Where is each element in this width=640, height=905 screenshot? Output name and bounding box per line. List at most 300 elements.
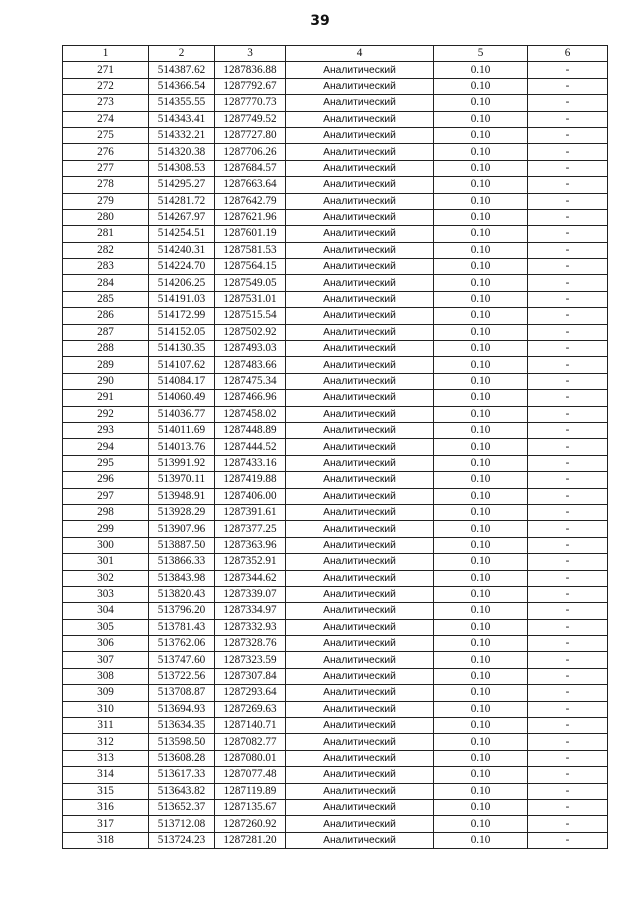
accuracy-cell: 0.10 xyxy=(434,193,528,209)
note-cell: - xyxy=(528,521,608,537)
y-coordinate-cell: 1287792.67 xyxy=(215,78,286,94)
method-cell: Аналитический xyxy=(286,226,434,242)
note-cell: - xyxy=(528,291,608,307)
accuracy-cell: 0.10 xyxy=(434,816,528,832)
note-cell: - xyxy=(528,685,608,701)
method-cell: Аналитический xyxy=(286,570,434,586)
note-cell: - xyxy=(528,226,608,242)
x-coordinate-cell: 514254.51 xyxy=(149,226,215,242)
method-cell: Аналитический xyxy=(286,78,434,94)
accuracy-cell: 0.10 xyxy=(434,406,528,422)
y-coordinate-cell: 1287119.89 xyxy=(215,783,286,799)
method-cell: Аналитический xyxy=(286,111,434,127)
table-row xyxy=(63,209,608,225)
note-cell: - xyxy=(528,603,608,619)
accuracy-cell: 0.10 xyxy=(434,259,528,275)
method-cell: Аналитический xyxy=(286,62,434,78)
x-coordinate-cell: 514281.72 xyxy=(149,193,215,209)
accuracy-cell: 0.10 xyxy=(434,439,528,455)
table-row xyxy=(63,242,608,258)
note-cell: - xyxy=(528,750,608,766)
column-header: 3 xyxy=(215,46,286,62)
table-row xyxy=(63,144,608,160)
point-number-cell: 275 xyxy=(63,127,149,143)
accuracy-cell: 0.10 xyxy=(434,603,528,619)
y-coordinate-cell: 1287466.96 xyxy=(215,390,286,406)
note-cell: - xyxy=(528,455,608,471)
x-coordinate-cell: 513843.98 xyxy=(149,570,215,586)
accuracy-cell: 0.10 xyxy=(434,636,528,652)
table-row xyxy=(63,537,608,553)
x-coordinate-cell: 513643.82 xyxy=(149,783,215,799)
note-cell: - xyxy=(528,816,608,832)
note-cell: - xyxy=(528,783,608,799)
note-cell: - xyxy=(528,308,608,324)
note-cell: - xyxy=(528,619,608,635)
accuracy-cell: 0.10 xyxy=(434,586,528,602)
point-number-cell: 295 xyxy=(63,455,149,471)
accuracy-cell: 0.10 xyxy=(434,799,528,815)
note-cell: - xyxy=(528,62,608,78)
note-cell: - xyxy=(528,177,608,193)
point-number-cell: 288 xyxy=(63,341,149,357)
x-coordinate-cell: 513887.50 xyxy=(149,537,215,553)
x-coordinate-cell: 514011.69 xyxy=(149,422,215,438)
accuracy-cell: 0.10 xyxy=(434,750,528,766)
method-cell: Аналитический xyxy=(286,406,434,422)
x-coordinate-cell: 513928.29 xyxy=(149,504,215,520)
point-number-cell: 301 xyxy=(63,554,149,570)
accuracy-cell: 0.10 xyxy=(434,160,528,176)
y-coordinate-cell: 1287082.77 xyxy=(215,734,286,750)
point-number-cell: 305 xyxy=(63,619,149,635)
note-cell: - xyxy=(528,652,608,668)
accuracy-cell: 0.10 xyxy=(434,521,528,537)
note-cell: - xyxy=(528,439,608,455)
y-coordinate-cell: 1287363.96 xyxy=(215,537,286,553)
note-cell: - xyxy=(528,390,608,406)
table-row xyxy=(63,406,608,422)
note-cell: - xyxy=(528,767,608,783)
y-coordinate-cell: 1287684.57 xyxy=(215,160,286,176)
note-cell: - xyxy=(528,275,608,291)
table-row xyxy=(63,275,608,291)
note-cell: - xyxy=(528,537,608,553)
method-cell: Аналитический xyxy=(286,291,434,307)
y-coordinate-cell: 1287770.73 xyxy=(215,95,286,111)
x-coordinate-cell: 514191.03 xyxy=(149,291,215,307)
y-coordinate-cell: 1287475.34 xyxy=(215,373,286,389)
accuracy-cell: 0.10 xyxy=(434,570,528,586)
method-cell: Аналитический xyxy=(286,636,434,652)
note-cell: - xyxy=(528,472,608,488)
y-coordinate-cell: 1287140.71 xyxy=(215,718,286,734)
accuracy-cell: 0.10 xyxy=(434,357,528,373)
y-coordinate-cell: 1287564.15 xyxy=(215,259,286,275)
x-coordinate-cell: 514060.49 xyxy=(149,390,215,406)
table-row xyxy=(63,521,608,537)
x-coordinate-cell: 513796.20 xyxy=(149,603,215,619)
method-cell: Аналитический xyxy=(286,472,434,488)
table-row xyxy=(63,504,608,520)
y-coordinate-cell: 1287334.97 xyxy=(215,603,286,619)
y-coordinate-cell: 1287323.59 xyxy=(215,652,286,668)
method-cell: Аналитический xyxy=(286,422,434,438)
y-coordinate-cell: 1287080.01 xyxy=(215,750,286,766)
accuracy-cell: 0.10 xyxy=(434,455,528,471)
accuracy-cell: 0.10 xyxy=(434,127,528,143)
table-row xyxy=(63,324,608,340)
point-number-cell: 298 xyxy=(63,504,149,520)
x-coordinate-cell: 513608.28 xyxy=(149,750,215,766)
x-coordinate-cell: 514295.27 xyxy=(149,177,215,193)
x-coordinate-cell: 513722.56 xyxy=(149,668,215,684)
table-row xyxy=(63,62,608,78)
method-cell: Аналитический xyxy=(286,160,434,176)
point-number-cell: 297 xyxy=(63,488,149,504)
point-number-cell: 284 xyxy=(63,275,149,291)
accuracy-cell: 0.10 xyxy=(434,324,528,340)
table-row xyxy=(63,390,608,406)
method-cell: Аналитический xyxy=(286,767,434,783)
x-coordinate-cell: 514387.62 xyxy=(149,62,215,78)
x-coordinate-cell: 514036.77 xyxy=(149,406,215,422)
method-cell: Аналитический xyxy=(286,308,434,324)
point-number-cell: 274 xyxy=(63,111,149,127)
method-cell: Аналитический xyxy=(286,554,434,570)
x-coordinate-cell: 514206.25 xyxy=(149,275,215,291)
table-row xyxy=(63,570,608,586)
method-cell: Аналитический xyxy=(286,209,434,225)
table-row xyxy=(63,603,608,619)
point-number-cell: 293 xyxy=(63,422,149,438)
y-coordinate-cell: 1287433.16 xyxy=(215,455,286,471)
table-row xyxy=(63,177,608,193)
y-coordinate-cell: 1287493.03 xyxy=(215,341,286,357)
accuracy-cell: 0.10 xyxy=(434,242,528,258)
point-number-cell: 285 xyxy=(63,291,149,307)
y-coordinate-cell: 1287328.76 xyxy=(215,636,286,652)
note-cell: - xyxy=(528,718,608,734)
point-number-cell: 302 xyxy=(63,570,149,586)
note-cell: - xyxy=(528,373,608,389)
point-number-cell: 315 xyxy=(63,783,149,799)
x-coordinate-cell: 513694.93 xyxy=(149,701,215,717)
table-row xyxy=(63,226,608,242)
method-cell: Аналитический xyxy=(286,701,434,717)
note-cell: - xyxy=(528,193,608,209)
x-coordinate-cell: 514107.62 xyxy=(149,357,215,373)
method-cell: Аналитический xyxy=(286,324,434,340)
y-coordinate-cell: 1287601.19 xyxy=(215,226,286,242)
x-coordinate-cell: 514332.21 xyxy=(149,127,215,143)
note-cell: - xyxy=(528,701,608,717)
x-coordinate-cell: 513970.11 xyxy=(149,472,215,488)
x-coordinate-cell: 514013.76 xyxy=(149,439,215,455)
table-row xyxy=(63,488,608,504)
point-number-cell: 312 xyxy=(63,734,149,750)
y-coordinate-cell: 1287391.61 xyxy=(215,504,286,520)
x-coordinate-cell: 514320.38 xyxy=(149,144,215,160)
point-number-cell: 318 xyxy=(63,832,149,848)
x-coordinate-cell: 513948.91 xyxy=(149,488,215,504)
y-coordinate-cell: 1287621.96 xyxy=(215,209,286,225)
y-coordinate-cell: 1287293.64 xyxy=(215,685,286,701)
table-row xyxy=(63,832,608,848)
method-cell: Аналитический xyxy=(286,439,434,455)
method-cell: Аналитический xyxy=(286,341,434,357)
y-coordinate-cell: 1287135.67 xyxy=(215,799,286,815)
y-coordinate-cell: 1287339.07 xyxy=(215,586,286,602)
method-cell: Аналитический xyxy=(286,537,434,553)
method-cell: Аналитический xyxy=(286,652,434,668)
table-row xyxy=(63,668,608,684)
table-row xyxy=(63,78,608,94)
note-cell: - xyxy=(528,799,608,815)
note-cell: - xyxy=(528,95,608,111)
accuracy-cell: 0.10 xyxy=(434,373,528,389)
accuracy-cell: 0.10 xyxy=(434,767,528,783)
accuracy-cell: 0.10 xyxy=(434,341,528,357)
point-number-cell: 273 xyxy=(63,95,149,111)
method-cell: Аналитический xyxy=(286,750,434,766)
y-coordinate-cell: 1287727.80 xyxy=(215,127,286,143)
method-cell: Аналитический xyxy=(286,783,434,799)
y-coordinate-cell: 1287515.54 xyxy=(215,308,286,324)
point-number-cell: 292 xyxy=(63,406,149,422)
x-coordinate-cell: 514152.05 xyxy=(149,324,215,340)
accuracy-cell: 0.10 xyxy=(434,95,528,111)
table-row xyxy=(63,783,608,799)
point-number-cell: 300 xyxy=(63,537,149,553)
y-coordinate-cell: 1287581.53 xyxy=(215,242,286,258)
method-cell: Аналитический xyxy=(286,275,434,291)
table-row xyxy=(63,357,608,373)
x-coordinate-cell: 513712.08 xyxy=(149,816,215,832)
table-row xyxy=(63,95,608,111)
coordinates-table xyxy=(62,45,608,849)
note-cell: - xyxy=(528,160,608,176)
point-number-cell: 283 xyxy=(63,259,149,275)
table-row xyxy=(63,636,608,652)
note-cell: - xyxy=(528,341,608,357)
x-coordinate-cell: 513762.06 xyxy=(149,636,215,652)
y-coordinate-cell: 1287281.20 xyxy=(215,832,286,848)
point-number-cell: 303 xyxy=(63,586,149,602)
method-cell: Аналитический xyxy=(286,521,434,537)
point-number-cell: 276 xyxy=(63,144,149,160)
point-number-cell: 291 xyxy=(63,390,149,406)
point-number-cell: 279 xyxy=(63,193,149,209)
y-coordinate-cell: 1287269.63 xyxy=(215,701,286,717)
accuracy-cell: 0.10 xyxy=(434,619,528,635)
x-coordinate-cell: 514130.35 xyxy=(149,341,215,357)
x-coordinate-cell: 513820.43 xyxy=(149,586,215,602)
point-number-cell: 290 xyxy=(63,373,149,389)
note-cell: - xyxy=(528,554,608,570)
accuracy-cell: 0.10 xyxy=(434,144,528,160)
note-cell: - xyxy=(528,111,608,127)
table-row xyxy=(63,341,608,357)
column-header: 6 xyxy=(528,46,608,62)
accuracy-cell: 0.10 xyxy=(434,668,528,684)
method-cell: Аналитический xyxy=(286,357,434,373)
note-cell: - xyxy=(528,242,608,258)
accuracy-cell: 0.10 xyxy=(434,652,528,668)
accuracy-cell: 0.10 xyxy=(434,308,528,324)
y-coordinate-cell: 1287749.52 xyxy=(215,111,286,127)
table-row xyxy=(63,767,608,783)
table-row xyxy=(63,111,608,127)
method-cell: Аналитический xyxy=(286,144,434,160)
method-cell: Аналитический xyxy=(286,390,434,406)
table-row xyxy=(63,127,608,143)
table-row xyxy=(63,259,608,275)
y-coordinate-cell: 1287531.01 xyxy=(215,291,286,307)
x-coordinate-cell: 513617.33 xyxy=(149,767,215,783)
table-row xyxy=(63,160,608,176)
point-number-cell: 306 xyxy=(63,636,149,652)
note-cell: - xyxy=(528,78,608,94)
point-number-cell: 310 xyxy=(63,701,149,717)
y-coordinate-cell: 1287406.00 xyxy=(215,488,286,504)
note-cell: - xyxy=(528,570,608,586)
x-coordinate-cell: 513724.23 xyxy=(149,832,215,848)
x-coordinate-cell: 514172.99 xyxy=(149,308,215,324)
accuracy-cell: 0.10 xyxy=(434,701,528,717)
method-cell: Аналитический xyxy=(286,734,434,750)
x-coordinate-cell: 514343.41 xyxy=(149,111,215,127)
point-number-cell: 277 xyxy=(63,160,149,176)
note-cell: - xyxy=(528,832,608,848)
note-cell: - xyxy=(528,127,608,143)
x-coordinate-cell: 513866.33 xyxy=(149,554,215,570)
accuracy-cell: 0.10 xyxy=(434,275,528,291)
note-cell: - xyxy=(528,209,608,225)
table-row xyxy=(63,734,608,750)
point-number-cell: 272 xyxy=(63,78,149,94)
accuracy-cell: 0.10 xyxy=(434,537,528,553)
note-cell: - xyxy=(528,488,608,504)
point-number-cell: 299 xyxy=(63,521,149,537)
table-row xyxy=(63,439,608,455)
y-coordinate-cell: 1287444.52 xyxy=(215,439,286,455)
point-number-cell: 307 xyxy=(63,652,149,668)
x-coordinate-cell: 513991.92 xyxy=(149,455,215,471)
x-coordinate-cell: 514366.54 xyxy=(149,78,215,94)
note-cell: - xyxy=(528,734,608,750)
y-coordinate-cell: 1287448.89 xyxy=(215,422,286,438)
note-cell: - xyxy=(528,324,608,340)
x-coordinate-cell: 513634.35 xyxy=(149,718,215,734)
column-header: 2 xyxy=(149,46,215,62)
table-row xyxy=(63,619,608,635)
y-coordinate-cell: 1287344.62 xyxy=(215,570,286,586)
accuracy-cell: 0.10 xyxy=(434,472,528,488)
point-number-cell: 281 xyxy=(63,226,149,242)
y-coordinate-cell: 1287332.93 xyxy=(215,619,286,635)
accuracy-cell: 0.10 xyxy=(434,488,528,504)
y-coordinate-cell: 1287642.79 xyxy=(215,193,286,209)
table-row xyxy=(63,685,608,701)
note-cell: - xyxy=(528,586,608,602)
note-cell: - xyxy=(528,668,608,684)
point-number-cell: 311 xyxy=(63,718,149,734)
point-number-cell: 309 xyxy=(63,685,149,701)
x-coordinate-cell: 514355.55 xyxy=(149,95,215,111)
method-cell: Аналитический xyxy=(286,259,434,275)
accuracy-cell: 0.10 xyxy=(434,62,528,78)
point-number-cell: 278 xyxy=(63,177,149,193)
method-cell: Аналитический xyxy=(286,242,434,258)
x-coordinate-cell: 514267.97 xyxy=(149,209,215,225)
note-cell: - xyxy=(528,357,608,373)
method-cell: Аналитический xyxy=(286,177,434,193)
table-row xyxy=(63,701,608,717)
table-row xyxy=(63,422,608,438)
column-header: 4 xyxy=(286,46,434,62)
x-coordinate-cell: 513652.37 xyxy=(149,799,215,815)
point-number-cell: 287 xyxy=(63,324,149,340)
accuracy-cell: 0.10 xyxy=(434,734,528,750)
table-row xyxy=(63,816,608,832)
point-number-cell: 286 xyxy=(63,308,149,324)
method-cell: Аналитический xyxy=(286,95,434,111)
method-cell: Аналитический xyxy=(286,373,434,389)
y-coordinate-cell: 1287836.88 xyxy=(215,62,286,78)
column-header: 5 xyxy=(434,46,528,62)
accuracy-cell: 0.10 xyxy=(434,718,528,734)
x-coordinate-cell: 514084.17 xyxy=(149,373,215,389)
note-cell: - xyxy=(528,259,608,275)
y-coordinate-cell: 1287377.25 xyxy=(215,521,286,537)
y-coordinate-cell: 1287077.48 xyxy=(215,767,286,783)
accuracy-cell: 0.10 xyxy=(434,209,528,225)
accuracy-cell: 0.10 xyxy=(434,78,528,94)
table-row xyxy=(63,799,608,815)
point-number-cell: 308 xyxy=(63,668,149,684)
accuracy-cell: 0.10 xyxy=(434,783,528,799)
table-row xyxy=(63,308,608,324)
note-cell: - xyxy=(528,636,608,652)
y-coordinate-cell: 1287483.66 xyxy=(215,357,286,373)
note-cell: - xyxy=(528,144,608,160)
note-cell: - xyxy=(528,406,608,422)
method-cell: Аналитический xyxy=(286,832,434,848)
column-header: 1 xyxy=(63,46,149,62)
table-body xyxy=(63,62,608,849)
method-cell: Аналитический xyxy=(286,619,434,635)
point-number-cell: 316 xyxy=(63,799,149,815)
point-number-cell: 289 xyxy=(63,357,149,373)
method-cell: Аналитический xyxy=(286,799,434,815)
point-number-cell: 313 xyxy=(63,750,149,766)
table-row xyxy=(63,718,608,734)
method-cell: Аналитический xyxy=(286,816,434,832)
accuracy-cell: 0.10 xyxy=(434,685,528,701)
method-cell: Аналитический xyxy=(286,488,434,504)
x-coordinate-cell: 513598.50 xyxy=(149,734,215,750)
table-row xyxy=(63,652,608,668)
table-row xyxy=(63,750,608,766)
y-coordinate-cell: 1287419.88 xyxy=(215,472,286,488)
page-number: 39 xyxy=(310,13,330,29)
x-coordinate-cell: 513747.60 xyxy=(149,652,215,668)
table-row xyxy=(63,554,608,570)
table-row xyxy=(63,193,608,209)
y-coordinate-cell: 1287706.26 xyxy=(215,144,286,160)
accuracy-cell: 0.10 xyxy=(434,554,528,570)
